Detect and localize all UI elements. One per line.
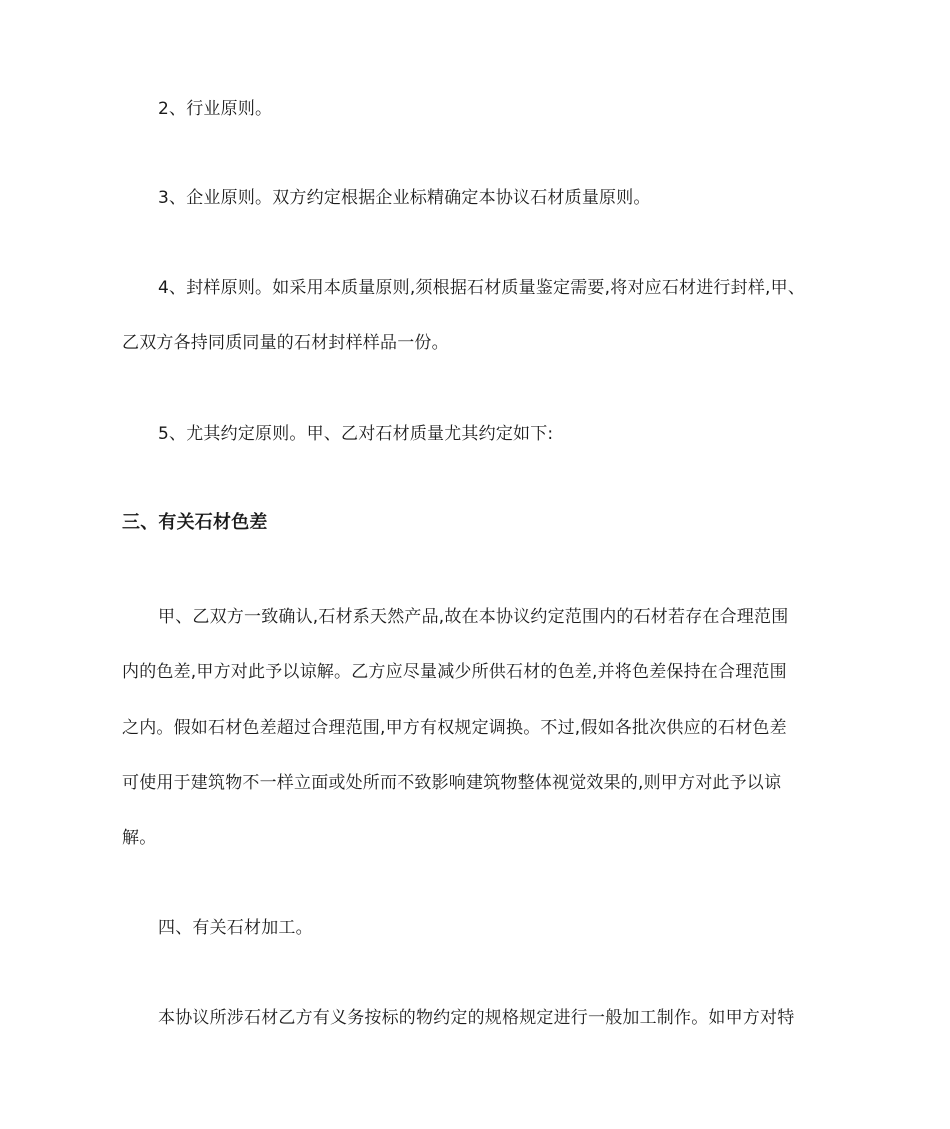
paragraph-color-difference-line-4: 可使用于建筑物不一样立面或处所而不致影响建筑物整体视觉效果的,则甲方对此予以谅: [122, 773, 782, 793]
paragraph-enterprise-principle: 3、企业原则。双方约定根据企业标精确定本协议石材质量原则。: [158, 188, 651, 208]
section-heading-processing: 四、有关石材加工。: [158, 918, 313, 938]
paragraph-color-difference-line-5: 解。: [122, 828, 157, 848]
paragraph-industry-principle: 2、行业原则。: [158, 99, 273, 119]
paragraph-color-difference-line-2: 内的色差,甲方对此予以谅解。乙方应尽量减少所供石材的色差,并将色差保持在合理范围: [122, 662, 787, 682]
paragraph-color-difference-line-3: 之内。假如石材色差超过合理范围,甲方有权规定调换。不过,假如各批次供应的石材色差: [122, 718, 787, 738]
section-heading-color-difference: 三、有关石材色差: [122, 512, 268, 533]
paragraph-special-agreement: 5、尤其约定原则。甲、乙对石材质量尤其约定如下:: [158, 424, 554, 444]
paragraph-color-difference-line-1: 甲、乙双方一致确认,石材系天然产品,故在本协议约定范围内的石材若存在合理范围: [158, 607, 789, 627]
paragraph-sealed-sample-line-1: 4、封样原则。如采用本质量原则,须根据石材质量鉴定需要,将对应石材进行封样,甲、: [158, 278, 806, 298]
paragraph-processing-line-1: 本协议所涉石材乙方有义务按标的物约定的规格规定进行一般加工制作。如甲方对特: [158, 1008, 795, 1028]
paragraph-sealed-sample-line-2: 乙双方各持同质同量的石材封样样品一份。: [122, 333, 449, 353]
